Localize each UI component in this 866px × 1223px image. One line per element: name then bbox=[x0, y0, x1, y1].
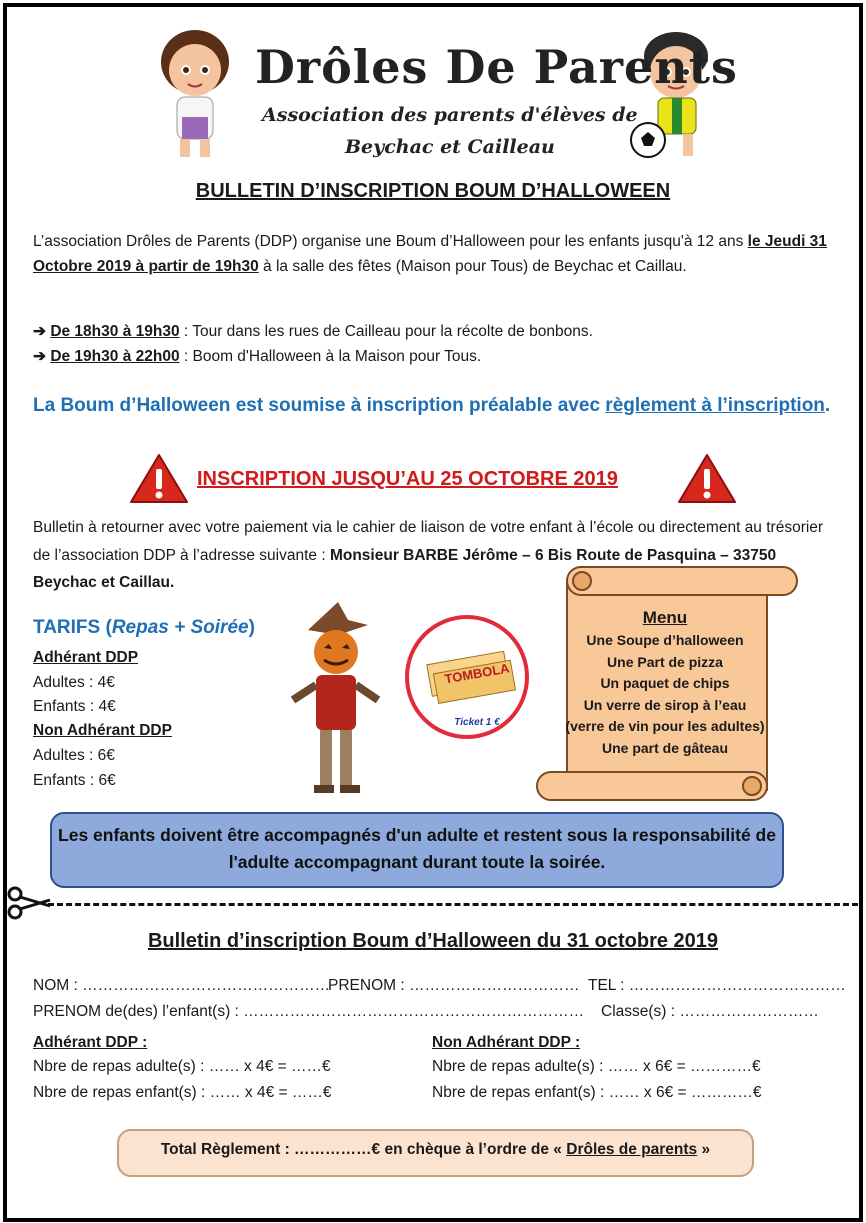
treasurer-address: Monsieur BARBE Jérôme – 6 Bis Route de Pasquina – 33750 Beychac et Caillau. bbox=[33, 546, 777, 591]
name-field[interactable]: NOM : ………………………………………… bbox=[33, 977, 331, 994]
logo-subtitle-location: Beychac et Cailleau bbox=[345, 136, 555, 158]
class-field[interactable]: Classe(s) : ……………………… bbox=[601, 1003, 819, 1020]
schedule-text: : Tour dans les rues de Cailleau pour la récolte de bonbons. bbox=[179, 323, 593, 340]
cut-line bbox=[48, 903, 858, 906]
intro-text-end: à la salle des fêtes (Maison pour Tous) de Beychac et Caillau. bbox=[258, 258, 687, 275]
tarif-member-adults: Adultes : 4€ bbox=[33, 674, 115, 691]
member-adult-meals-field[interactable]: Nbre de repas adulte(s) : …… x 4€ = ……€ bbox=[33, 1058, 331, 1075]
logo-subtitle: Association des parents d'élèves de bbox=[262, 104, 638, 126]
tarif-nonmember-children: Enfants : 6€ bbox=[33, 772, 116, 789]
menu-title: Menu bbox=[642, 608, 688, 627]
registration-notice-text: La Boum d’Halloween est soumise à inscription préalable avec bbox=[33, 395, 606, 416]
payment-link[interactable]: règlement à l’inscription bbox=[605, 395, 825, 416]
arrow-icon: ➔ bbox=[33, 323, 46, 340]
menu-item: Une Part de pizza bbox=[607, 653, 723, 670]
page-title: BULLETIN D’INSCRIPTION BOUM D’HALLOWEEN bbox=[195, 180, 671, 202]
warning-icon bbox=[128, 452, 190, 506]
tarif-nonmember-adults: Adultes : 6€ bbox=[33, 747, 115, 764]
schedule-item bbox=[33, 347, 481, 366]
menu-item: Une Soupe d’halloween bbox=[586, 632, 744, 648]
menu-content bbox=[565, 606, 765, 759]
registration-notice bbox=[33, 391, 833, 420]
form-nonmember-label: Non Adhérant DDP : bbox=[432, 1034, 581, 1051]
schedule-time: De 18h30 à 19h30 bbox=[50, 323, 180, 340]
intro-paragraph bbox=[33, 229, 833, 279]
menu-item: Une part de gâteau bbox=[601, 739, 729, 756]
menu-item: Un paquet de chips bbox=[600, 675, 730, 691]
nonmember-child-meals-field[interactable]: Nbre de repas enfant(s) : …… x 6€ = …………€ bbox=[432, 1084, 762, 1101]
menu-item: Un verre de sirop à l’eau (verre de vin pour les adultes) bbox=[565, 696, 765, 734]
scissors-icon bbox=[6, 886, 52, 920]
return-text: Bulletin à retourner avec votre paiement via le cahier de liaison de votre enfant à l’école ou directement au trésorier de l’association DDP à l’adresse suivante : bbox=[33, 519, 824, 564]
intro-text: L’association Drôles de Parents (DDP) organise une Boum d’Halloween pour les enfants jusqu'à 12 ans bbox=[33, 233, 748, 250]
ticket-price: Ticket 1 € bbox=[454, 717, 500, 728]
total-suffix: » bbox=[697, 1141, 711, 1158]
registration-notice-end: . bbox=[824, 395, 831, 416]
event-date: le Jeudi 31 Octobre 2019 à partir de 19h30 bbox=[33, 233, 827, 275]
supervision-notice-text: Les enfants doivent être accompagnés d'un adulte et restent sous la responsabilité de l'adulte accompagnant durant toute la soirée. bbox=[58, 825, 776, 872]
schedule-text: : Boom d'Halloween à la Maison pour Tous. bbox=[179, 348, 482, 365]
warning-icon bbox=[676, 452, 738, 506]
tarifs-title: TARIFS (Repas + Soirée) bbox=[33, 617, 255, 638]
total-prefix: Total Règlement : ……………€ en chèque à l’ordre de « bbox=[160, 1141, 567, 1158]
firstname-field[interactable]: PRENOM : …………………………… bbox=[328, 977, 580, 994]
scarecrow-illustration bbox=[288, 600, 388, 805]
girl-illustration bbox=[150, 22, 240, 162]
logo-title: Drôles De Parents bbox=[255, 40, 738, 94]
total-payment-text[interactable] bbox=[117, 1141, 754, 1159]
schedule-item bbox=[33, 322, 593, 341]
payee-name: Drôles de parents bbox=[566, 1141, 698, 1158]
tarif-member-children: Enfants : 4€ bbox=[33, 698, 116, 715]
deadline-title: INSCRIPTION JUSQU’AU 25 OCTOBRE 2019 bbox=[197, 468, 618, 490]
schedule-time: De 19h30 à 22h00 bbox=[50, 348, 180, 365]
form-title: Bulletin d’inscription Boum d’Halloween du 31 octobre 2019 bbox=[147, 930, 719, 952]
tarifs-title-italic: Repas + Soirée bbox=[111, 617, 249, 638]
arrow-icon: ➔ bbox=[33, 348, 46, 365]
tombola-label: TOMBOLA bbox=[443, 660, 511, 687]
nonmember-adult-meals-field[interactable]: Nbre de repas adulte(s) : …… x 6€ = …………€ bbox=[432, 1058, 761, 1075]
tarif-nonmember-label: Non Adhérant DDP bbox=[33, 722, 172, 739]
member-child-meals-field[interactable]: Nbre de repas enfant(s) : …… x 4€ = ……€ bbox=[33, 1084, 332, 1101]
child-firstname-field[interactable]: PRENOM de(des) l’enfant(s) : ………………………………………………………… bbox=[33, 1003, 585, 1020]
form-member-label: Adhérant DDP : bbox=[33, 1034, 148, 1051]
phone-field[interactable]: TEL : …………………………………… bbox=[588, 977, 846, 994]
tarif-member-label: Adhérant DDP bbox=[33, 649, 139, 666]
